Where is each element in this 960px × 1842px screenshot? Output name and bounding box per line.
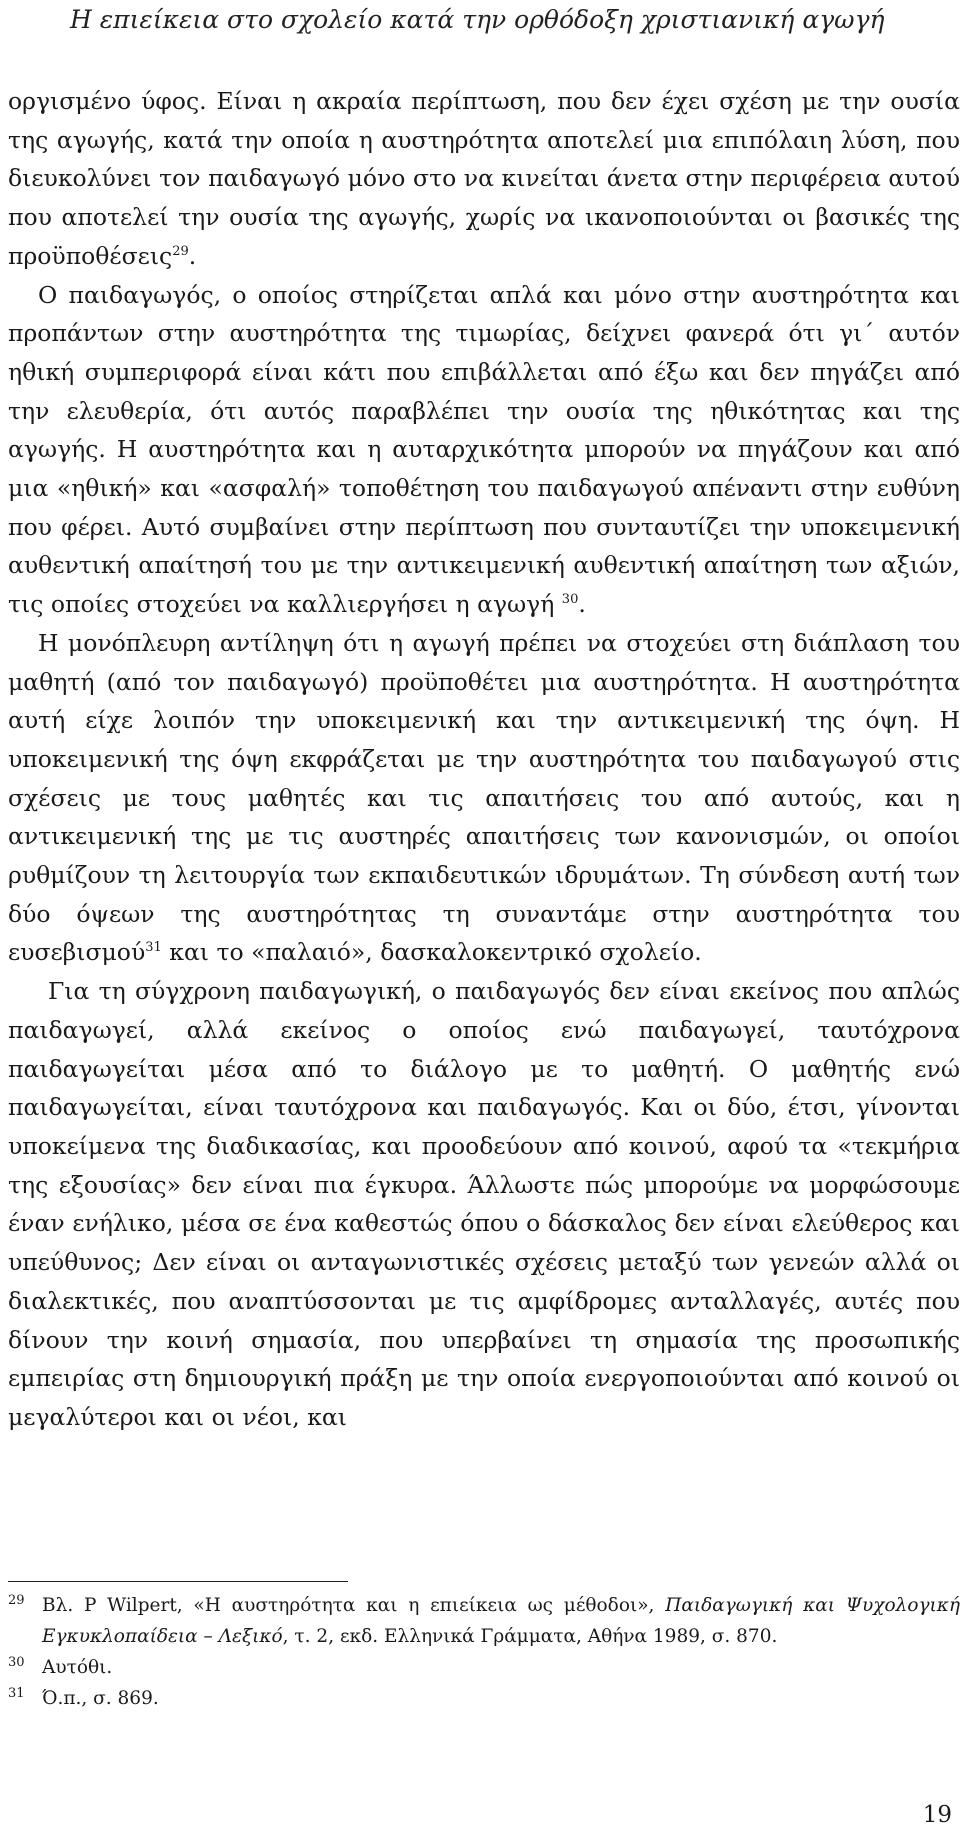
footnote-text-part: Ό.π., σ. 869. (42, 1688, 159, 1709)
paragraph-text: και το «παλαιό», δασκαλοκεντρικό σχολείο. (161, 938, 702, 967)
footnote-italic-title: Παιδαγωγική και Ψυχολογική Εγκυκλοπαίδεια – Λεξικό (42, 1595, 960, 1647)
paragraph-text: . (188, 241, 197, 270)
footnote-number: 29 (8, 1593, 25, 1608)
running-header: Η επιείκεια στο σχολείο κατά την ορθόδοξη χριστιανική αγωγή (70, 5, 885, 34)
paragraph (8, 82, 960, 276)
footnote-text-part: , τ. 2, εκδ. Ελληνικά Γράμματα, Αθήνα 1989, σ. 870. (282, 1626, 778, 1647)
footnote-text (42, 1683, 960, 1714)
page-number: 19 (922, 1802, 952, 1828)
footnote-text-part: Αυτόθι. (42, 1657, 113, 1678)
paragraph-text: οργισμένο ύφος. Είναι η ακραία περίπτωση, που δεν έχει σχέση με την ουσία της αγωγής, κατά την οποία η αυστηρότητα αποτελεί μια επιπόλαιη λύση, που διευκολύνει τον παιδαγωγό μόνο στο να κινείται άνετα στην περιφέρεια αυτού που αποτελεί την ουσία της αγωγής, χωρίς να ικανοποιούνται οι βασικές της προϋποθέσεις (8, 87, 960, 270)
footnote-text-part: Βλ. P Wilpert, «Η αυστηρότητα και η επιείκεια ως μέθοδοι», (42, 1595, 666, 1616)
paragraph-text: Η μονόπλευρη αντίληψη ότι η αγωγή πρέπει να στοχεύει στη διάπλαση του μαθητή (από τον παιδαγωγό) προϋποθέτει μια αυστηρότητα. Η αυστηρότητα αυτή είχε λοιπόν την υποκειμενική και την αντικειμενική της όψη. Η υποκειμενική της όψη εκφράζεται με την αυστηρότητα του παιδαγωγού στις σχέσεις με τους μαθητές και τις απαιτήσεις του από αυτούς, και η αντικειμενική της με τις αυστηρές απαιτήσεις των κανονισμών, οι οποίοι ρυθμίζουν τη λειτουργία των εκπαιδευτικών ιδρυμάτων. Τη σύνδεση αυτή των δύο όψεων της αυστηρότητας τη συναντάμε στην αυστηρότητα του ευσεβισμού (8, 628, 960, 967)
paragraph-text: Για τη σύγχρονη παιδαγωγική, ο παιδαγωγός δεν είναι εκείνος που απλώς παιδαγωγεί, αλλά εκείνος ο οποίος ενώ παιδαγωγεί, ταυτόχρονα παιδαγωγείται μέσα από το διάλογο με το μαθητή. Ο μαθητής ενώ παιδαγωγείται, είναι ταυτόχρονα και παιδαγωγός. Και οι δύο, έτσι, γίνονται υποκείμενα της διαδικασίας, και προοδεύουν από κοινού, αφού τα «τεκμήρια της εξουσίας» δεν είναι πια έγκυρα. Άλλωστε πώς μπορούμε να μορφώσουμε έναν ενήλικο, μέσα σε ένα καθεστώς όπου ο δάσκαλος δεν είναι ελεύθερος και υπεύθυνος; Δεν είναι οι ανταγωνιστικές σχέσεις μεταξύ των γενεών αλλά οι διαλεκτικές, που αναπτύσσονται με τις αμφίδρομες ανταλλαγές, αυτές που δίνουν την κοινή σημασία, που υπερβαίνει τη σημασία της προσωπικής εμπειρίας στη δημιουργική πράξη με την οποία ενεργοποιούνται από κοινού οι μεγαλύτεροι και οι νέοι, και (8, 977, 960, 1431)
paragraph (8, 276, 960, 624)
paragraph-text: . (578, 590, 586, 619)
footnote (8, 1590, 960, 1652)
footnote-number: 30 (8, 1655, 25, 1670)
footnote-text (42, 1590, 960, 1652)
footnote-reference: 31 (145, 940, 162, 956)
footnotes (8, 1590, 960, 1714)
footnote-separator (8, 1581, 348, 1582)
paragraph-text: Ο παιδαγωγός, ο οποίος στηρίζεται απλά και μόνο στην αυστηρότητα και προπάντων στην αυστηρότητα της τιμωρίας, δείχνει φανερά ότι γι΄ αυτόν ηθική συμπεριφορά είναι κάτι που επιβάλλεται από έξω και δεν πηγάζει από την ελευθερία, ότι αυτός παραβλέπει την ουσία της ηθικότητας και της αγωγής. Η αυστηρότητα και η αυταρχικότητα μπορούν να πηγάζουν και από μια «ηθική» και «ασφαλή» τοποθέτηση του παιδαγωγού απέναντι στην ευθύνη που φέρει. Αυτό συμβαίνει στην περίπτωση που συνταυτίζει την υποκειμενική αυθεντική απαίτησή του με την αντικειμενική αυθεντική απαίτηση των αξιών, τις οποίες στοχεύει να καλλιεργήσει η αγωγή (8, 280, 960, 619)
footnote-text (42, 1652, 960, 1683)
paragraph (8, 972, 960, 1436)
footnote (8, 1652, 960, 1683)
footnote-reference: 29 (172, 243, 189, 259)
footnote-number: 31 (8, 1686, 25, 1701)
body-text (8, 82, 960, 1437)
footnote-reference: 30 (561, 592, 579, 608)
footnote (8, 1683, 960, 1714)
paragraph (8, 624, 960, 972)
